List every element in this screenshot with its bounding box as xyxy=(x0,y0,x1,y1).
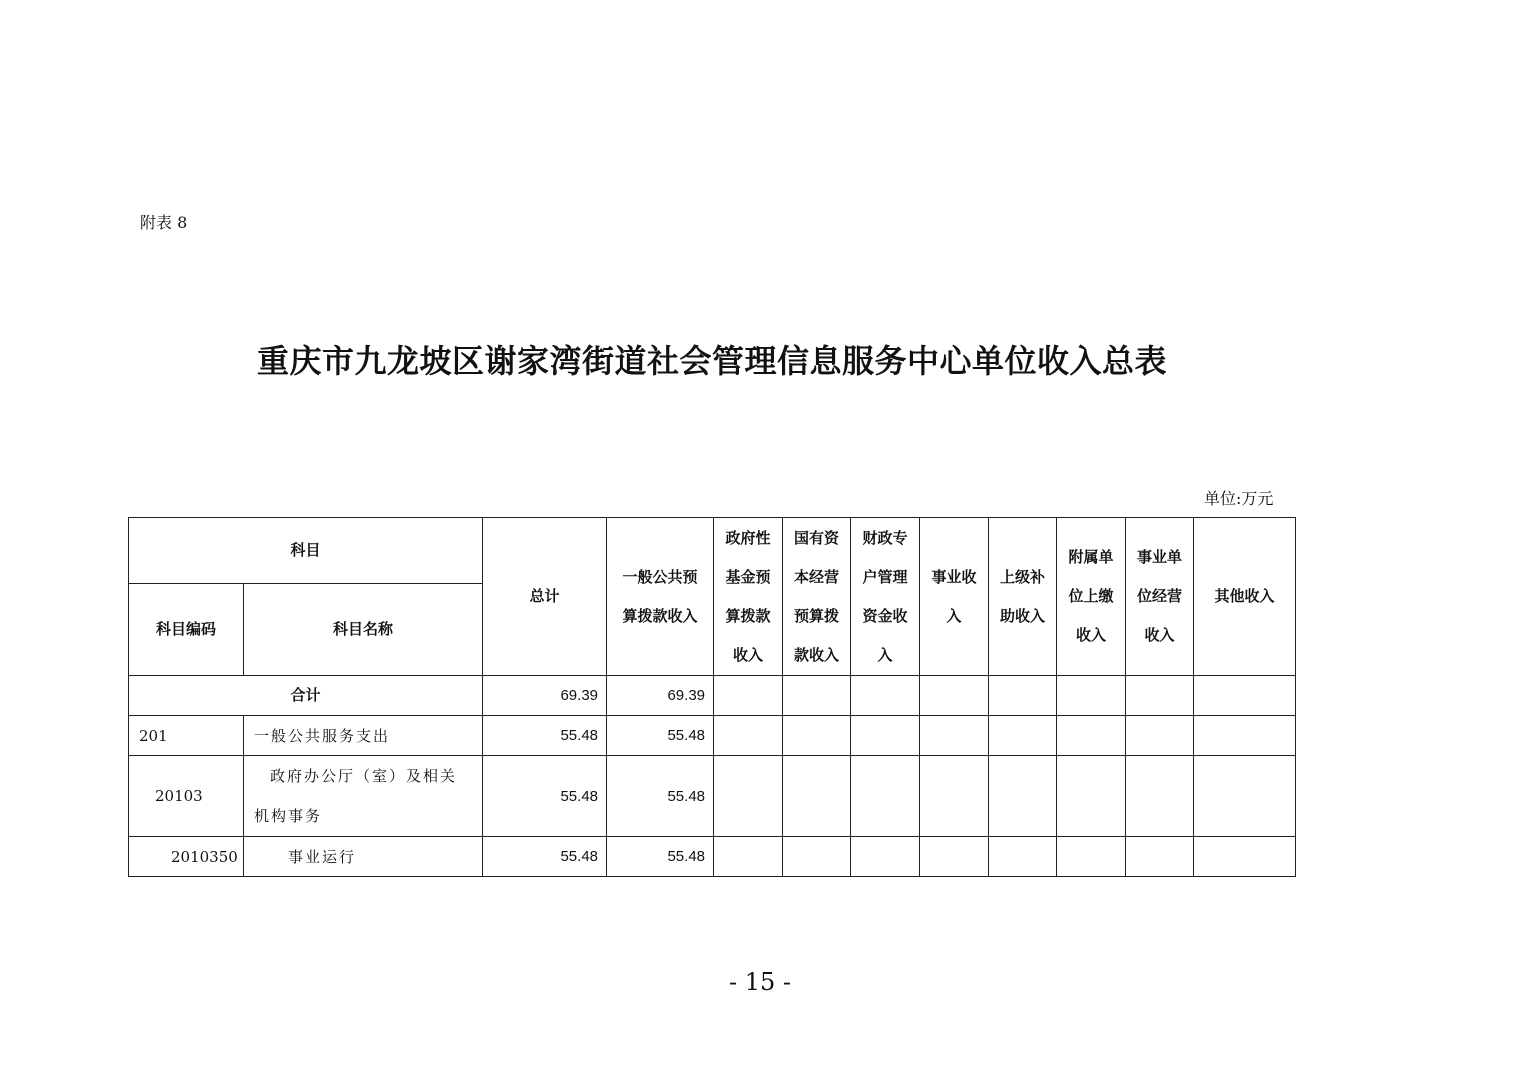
page-title-text: 重庆市九龙坡区谢家湾街道社会管理信息服务中心单位收入总表 xyxy=(256,342,1167,380)
empty-cell xyxy=(1194,837,1296,877)
empty-cell xyxy=(989,716,1057,756)
empty-cell xyxy=(714,716,783,756)
row-general-budget: 55.48 xyxy=(607,837,714,877)
table-row xyxy=(129,756,1296,837)
row-general-budget: 55.48 xyxy=(607,716,714,756)
empty-cell xyxy=(920,837,989,877)
header-total: 总计 xyxy=(483,518,607,676)
empty-cell xyxy=(714,837,783,877)
income-summary-table xyxy=(128,517,1296,877)
header-fiscal-special: 财政专户管理资金收入 xyxy=(851,518,920,676)
empty-cell xyxy=(1126,716,1194,756)
empty-cell xyxy=(1057,756,1126,837)
empty-cell xyxy=(851,716,920,756)
empty-cell xyxy=(920,716,989,756)
empty-cell xyxy=(920,756,989,837)
unit-label: 单位:万元 xyxy=(1204,489,1274,508)
empty-cell xyxy=(783,756,851,837)
total-row xyxy=(129,676,1296,716)
header-subject-code: 科目编码 xyxy=(129,584,244,676)
header-state-capital: 国有资本经营预算拨款收入 xyxy=(783,518,851,676)
empty-cell xyxy=(783,716,851,756)
header-other-income: 其他收入 xyxy=(1194,518,1296,676)
empty-cell xyxy=(989,756,1057,837)
page-title xyxy=(0,336,1520,382)
header-business-operation: 事业单位经营收入 xyxy=(1126,518,1194,676)
empty-cell xyxy=(1194,756,1296,837)
empty-cell xyxy=(783,676,851,716)
header-affiliated-payment: 附属单位上缴收入 xyxy=(1057,518,1126,676)
row-code: 201 xyxy=(129,716,244,756)
empty-cell xyxy=(1194,676,1296,716)
row-code: 2010350 xyxy=(129,837,244,877)
row-total: 55.48 xyxy=(483,756,607,837)
row-name: 政府办公厅（室）及相关机构事务 xyxy=(244,756,483,837)
empty-cell xyxy=(1194,716,1296,756)
empty-cell xyxy=(783,837,851,877)
empty-cell xyxy=(714,676,783,716)
row-code: 20103 xyxy=(129,756,244,837)
header-row-1 xyxy=(129,518,1296,584)
empty-cell xyxy=(1057,837,1126,877)
empty-cell xyxy=(1126,676,1194,716)
empty-cell xyxy=(851,837,920,877)
empty-cell xyxy=(920,676,989,716)
empty-cell xyxy=(989,676,1057,716)
empty-cell xyxy=(851,756,920,837)
empty-cell xyxy=(1126,837,1194,877)
empty-cell xyxy=(714,756,783,837)
header-general-budget: 一般公共预算拨款收入 xyxy=(607,518,714,676)
table-row xyxy=(129,837,1296,877)
appendix-label: 附表 8 xyxy=(140,213,188,232)
empty-cell xyxy=(1126,756,1194,837)
row-total: 55.48 xyxy=(483,716,607,756)
page-number: - 15 - xyxy=(728,968,791,996)
table-row xyxy=(129,716,1296,756)
header-subject: 科目 xyxy=(129,518,483,584)
header-superior-subsidy: 上级补助收入 xyxy=(989,518,1057,676)
total-total: 69.39 xyxy=(483,676,607,716)
total-general-budget: 69.39 xyxy=(607,676,714,716)
empty-cell xyxy=(989,837,1057,877)
header-subject-name: 科目名称 xyxy=(244,584,483,676)
total-label: 合计 xyxy=(129,676,483,716)
header-business-income: 事业收入 xyxy=(920,518,989,676)
row-name: 事业运行 xyxy=(244,837,483,877)
empty-cell xyxy=(1057,676,1126,716)
row-name: 一般公共服务支出 xyxy=(244,716,483,756)
empty-cell xyxy=(1057,716,1126,756)
row-general-budget: 55.48 xyxy=(607,756,714,837)
header-gov-fund: 政府性基金预算拨款收入 xyxy=(714,518,783,676)
empty-cell xyxy=(851,676,920,716)
row-total: 55.48 xyxy=(483,837,607,877)
